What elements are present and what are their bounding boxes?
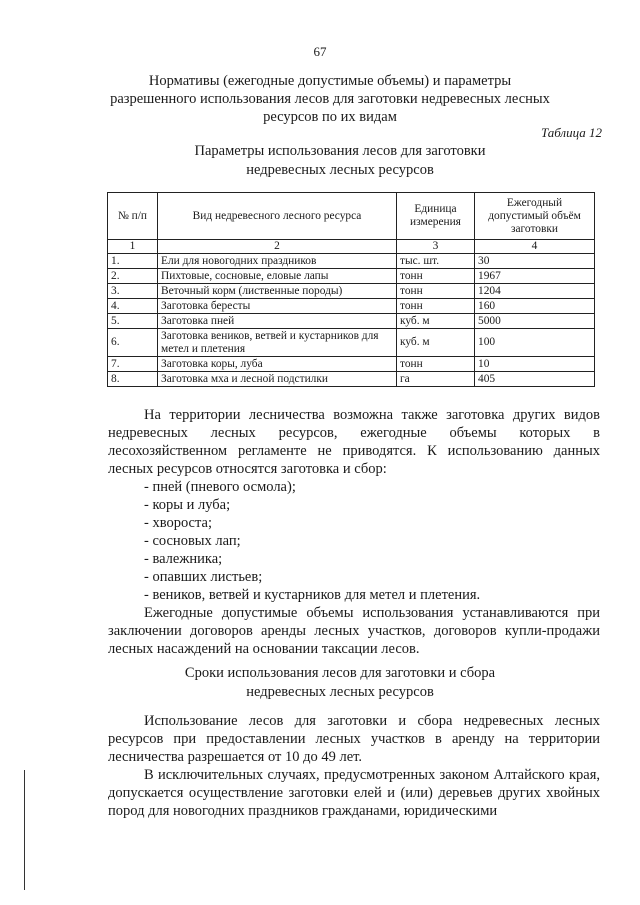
cell-no: 3.	[108, 284, 158, 299]
cell-volume: 1967	[475, 269, 595, 284]
cell-unit: тонн	[397, 284, 475, 299]
cell-volume: 5000	[475, 314, 595, 329]
table-row	[108, 314, 595, 329]
section-heading-line: недревесных лесных ресурсов	[246, 684, 434, 700]
cell-name: Заготовка мха и лесной подстилки	[158, 372, 397, 387]
table-header-row	[108, 193, 595, 240]
cell-name: Веточный корм (лиственные породы)	[158, 284, 397, 299]
list-item: - валежника;	[144, 551, 223, 567]
cell-no: 7.	[108, 357, 158, 372]
main-heading-line: ресурсов по их видам	[263, 109, 397, 125]
parameters-table	[107, 192, 595, 387]
paragraph: Ежегодные допустимые объемы использования устанавливаются при заключении договоров аренды лесных участков, договоров купли-продажи лесных насаждений на основании таксации лесов.	[108, 605, 600, 657]
cell-volume: 1204	[475, 284, 595, 299]
table-row	[108, 299, 595, 314]
cell-no: 8.	[108, 372, 158, 387]
header-unit: Единица измерения	[397, 193, 475, 240]
list-item: - коры и луба;	[144, 497, 231, 513]
cell-volume: 160	[475, 299, 595, 314]
header-volume: Ежегодный допустимый объём заготовки	[475, 193, 595, 240]
cell-no: 2.	[108, 269, 158, 284]
table-label: Таблица 12	[540, 125, 602, 140]
cell-unit: тонн	[397, 269, 475, 284]
cell-name: Заготовка коры, луба	[158, 357, 397, 372]
list-item: - хвороста;	[144, 515, 212, 531]
main-heading-line: разрешенного использования лесов для заготовки недревесных лесных	[110, 91, 550, 107]
cell-unit: тонн	[397, 299, 475, 314]
resource-list	[108, 478, 600, 604]
header-name: Вид недревесного лесного ресурса	[158, 193, 397, 240]
column-number: 3	[397, 240, 475, 254]
cell-volume: 30	[475, 254, 595, 269]
cell-name: Ели для новогодних праздников	[158, 254, 397, 269]
table-heading	[140, 142, 540, 180]
list-item: - опавших листьев;	[144, 569, 263, 585]
column-number: 1	[108, 240, 158, 254]
section-heading-line: Сроки использования лесов для заготовки и сбора	[184, 665, 496, 681]
table-row	[108, 329, 595, 357]
page-number: 67	[313, 44, 327, 59]
cell-no: 1.	[108, 254, 158, 269]
paragraph: В исключительных случаях, предусмотренных законом Алтайского края, допускается осуществление заготовки елей и (или) деревьев других хвойных пород для новогодних праздников гражданами, юридическими	[108, 767, 600, 819]
cell-volume: 10	[475, 357, 595, 372]
cell-name: Пихтовые, сосновые, еловые лапы	[158, 269, 397, 284]
list-item: - сосновых лап;	[144, 533, 241, 549]
cell-unit: куб. м	[397, 329, 475, 357]
table-row	[108, 284, 595, 299]
margin-rule	[24, 770, 25, 890]
cell-name: Заготовка пней	[158, 314, 397, 329]
body-block-1	[108, 406, 600, 658]
header-no: № п/п	[108, 193, 158, 240]
cell-no: 4.	[108, 299, 158, 314]
table-row	[108, 254, 595, 269]
table-heading-line: недревесных лесных ресурсов	[246, 162, 434, 178]
table-row	[108, 269, 595, 284]
paragraph: Использование лесов для заготовки и сбора недревесных лесных ресурсов при предоставлении лесных участков в аренду на территории лесничества разрешается от 10 до 49 лет.	[108, 713, 600, 765]
cell-unit: тыс. шт.	[397, 254, 475, 269]
table-row	[108, 357, 595, 372]
list-item: - пней (пневого осмола);	[144, 479, 296, 495]
paragraph: На территории лесничества возможна также заготовка других видов недревесных лесных ресурсов, ежегодные объемы которых в лесохозяйственном регламенте не приводятся. К использованию данных лесных ресурсов относятся заготовка и сбор:	[108, 407, 600, 477]
cell-name: Заготовка бересты	[158, 299, 397, 314]
cell-name: Заготовка веников, ветвей и кустарников для метел и плетения	[158, 329, 397, 357]
table-row	[108, 372, 595, 387]
list-item: - веников, ветвей и кустарников для метел и плетения.	[144, 587, 481, 603]
main-heading	[110, 72, 550, 126]
table-heading-line: Параметры использования лесов для заготовки	[194, 143, 486, 159]
cell-volume: 405	[475, 372, 595, 387]
section-heading	[140, 664, 540, 702]
body-block-2	[108, 712, 600, 820]
column-number-row	[108, 240, 595, 254]
cell-no: 6.	[108, 329, 158, 357]
column-number: 4	[475, 240, 595, 254]
main-heading-line: Нормативы (ежегодные допустимые объемы) и параметры	[148, 73, 512, 89]
cell-unit: куб. м	[397, 314, 475, 329]
column-number: 2	[158, 240, 397, 254]
cell-unit: га	[397, 372, 475, 387]
cell-volume: 100	[475, 329, 595, 357]
cell-no: 5.	[108, 314, 158, 329]
cell-unit: тонн	[397, 357, 475, 372]
